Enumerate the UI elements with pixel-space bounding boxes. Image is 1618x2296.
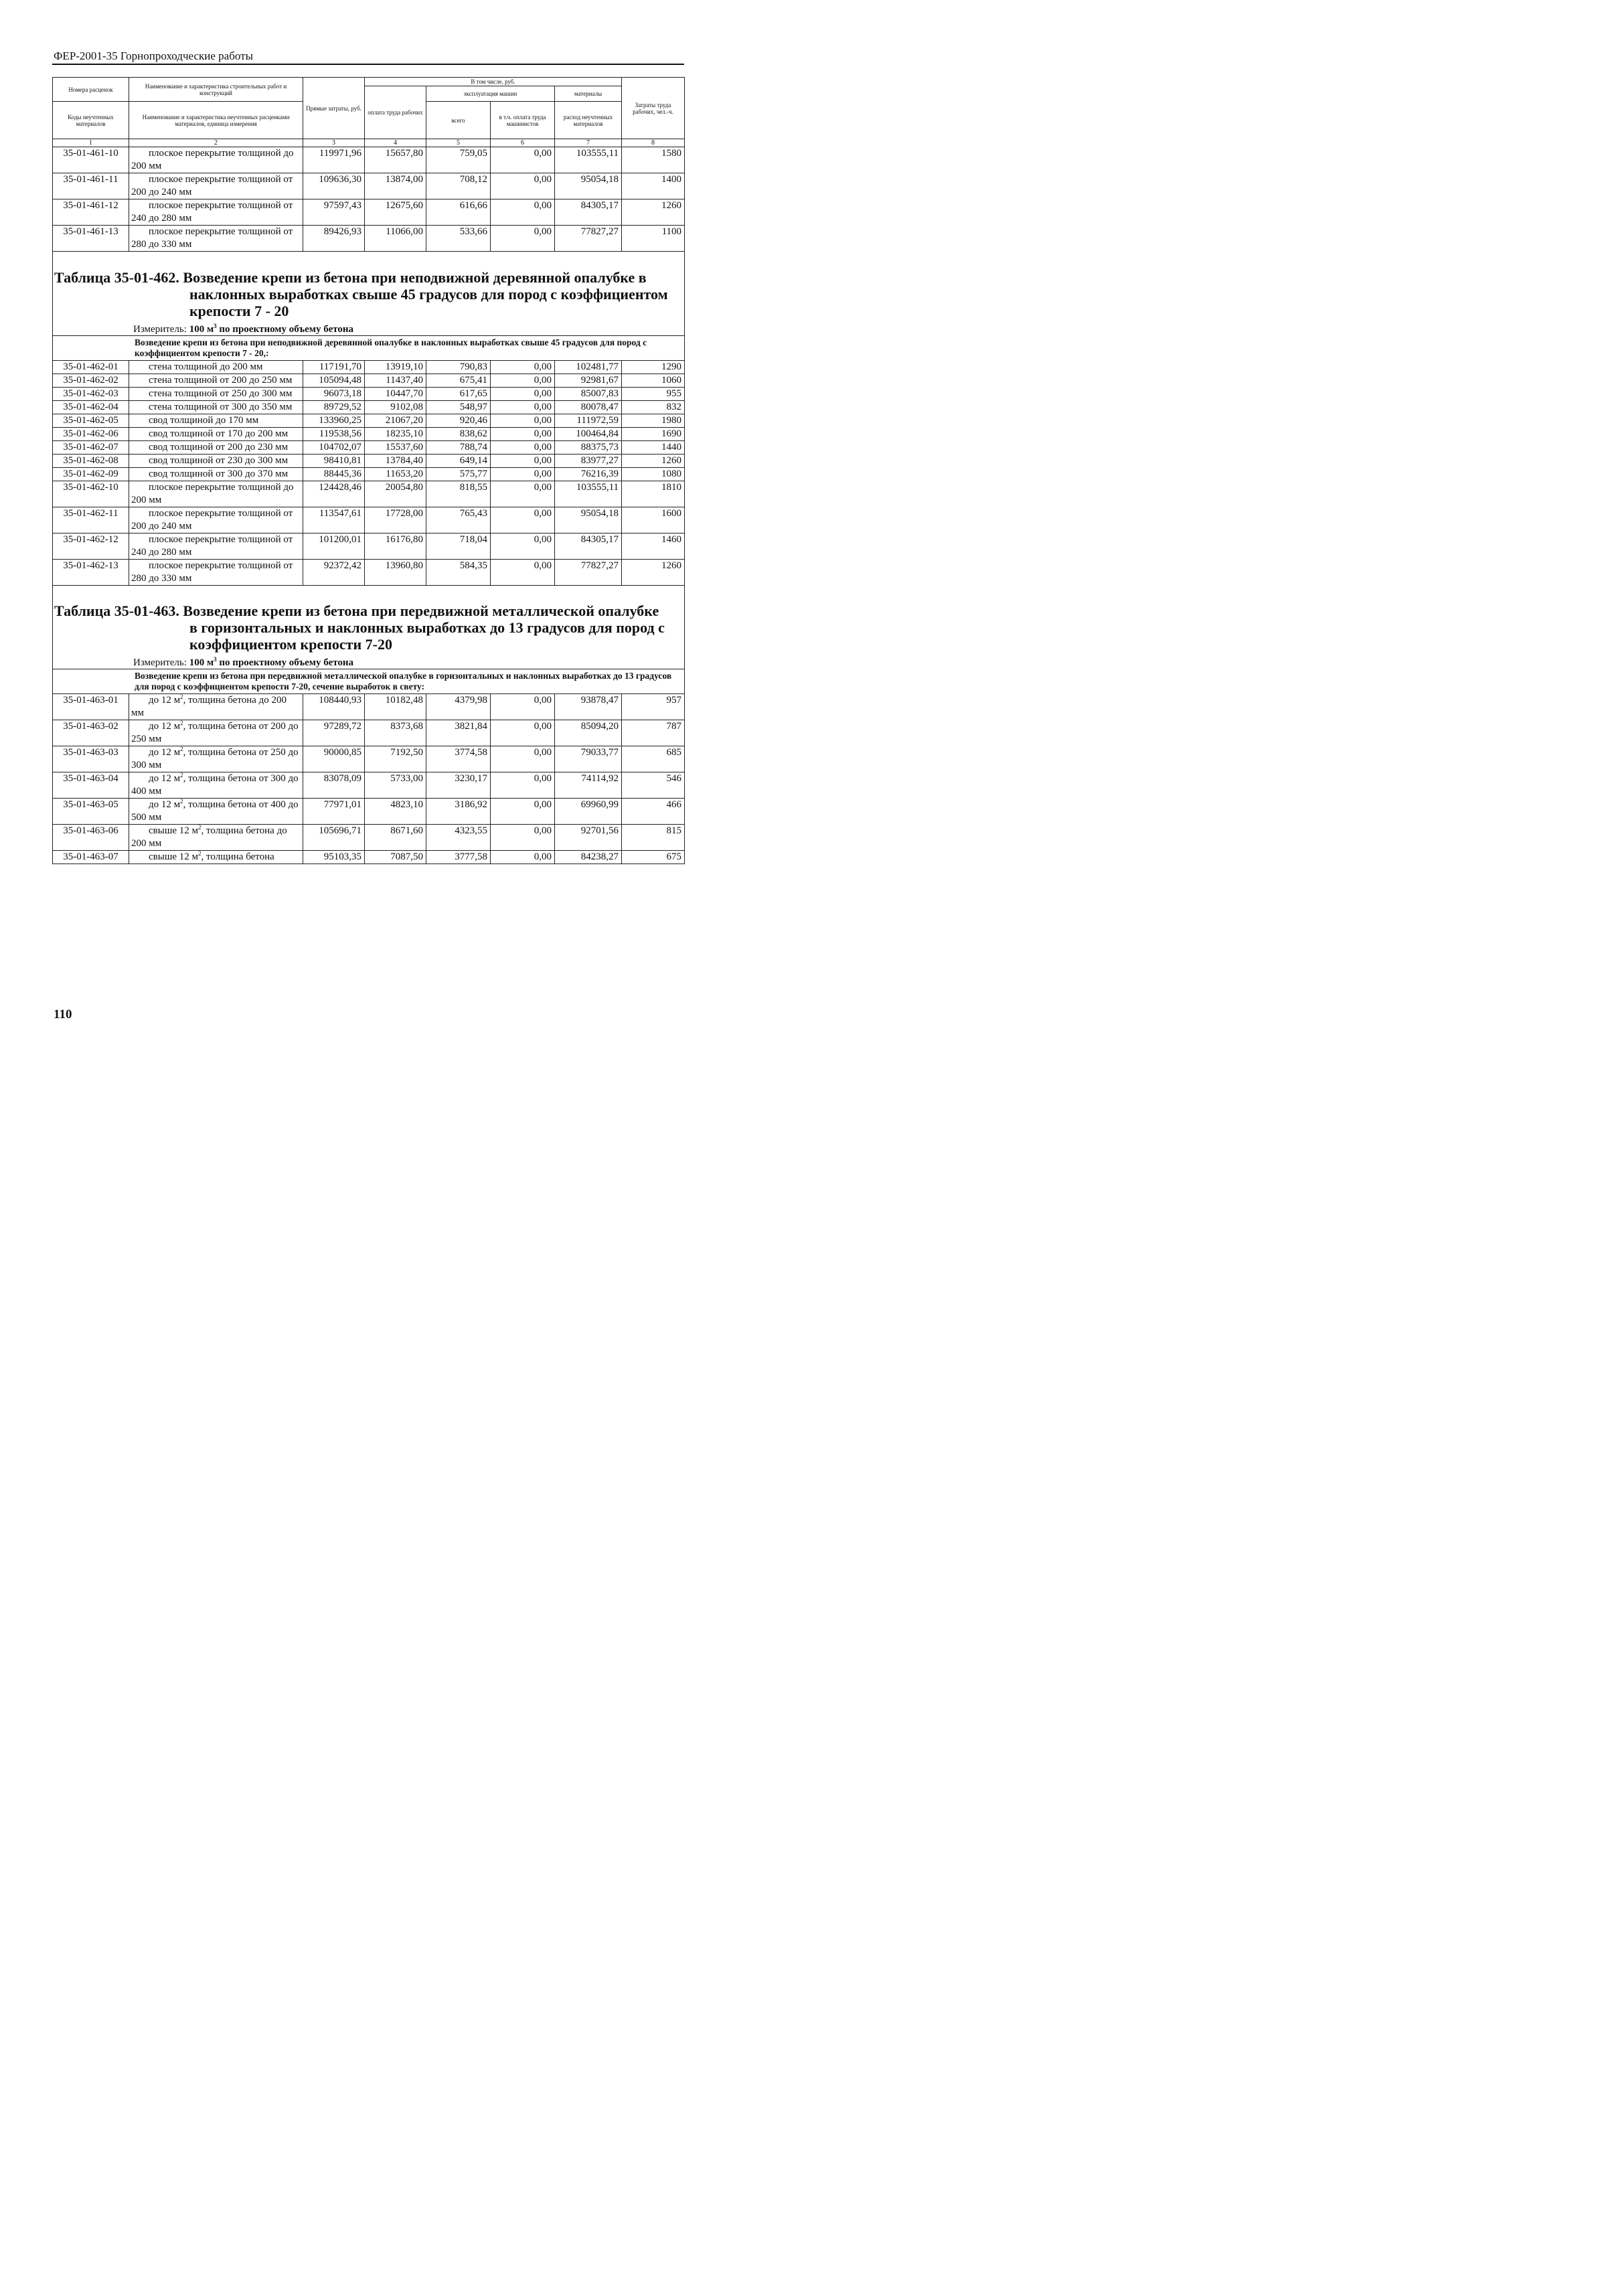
rate-code: 35-01-461-10 <box>53 147 129 173</box>
labor-pay: 20054,80 <box>365 481 426 507</box>
table-463-title: Таблица 35-01-463. Возведение крепи из бетона при передвижной металлической опалубке в горизонтальных и наклонных выработках до 13 градусов для пород с коэффициентом крепости 7-20 <box>54 602 665 653</box>
col-machinist-pay-header: в т.ч. оплата труда машинистов <box>491 102 555 139</box>
materials: 83977,27 <box>555 454 622 467</box>
direct-costs: 97597,43 <box>303 199 365 226</box>
machines-total: 765,43 <box>426 507 491 533</box>
materials: 85094,20 <box>555 720 622 746</box>
table-row <box>53 481 685 507</box>
labor-pay: 13919,10 <box>365 360 426 374</box>
machines-total: 790,83 <box>426 360 491 374</box>
work-name: плоское перекрытие толщиной от 200 до 240 мм <box>129 507 303 533</box>
labor-hours: 1260 <box>622 199 685 226</box>
machines-total: 584,35 <box>426 559 491 585</box>
rate-code: 35-01-463-01 <box>53 694 129 720</box>
table-row <box>53 199 685 226</box>
labor-hours: 1100 <box>622 226 685 252</box>
work-name: свыше 12 $м^2$, толщина бетона до 200 мм <box>129 825 303 851</box>
materials: 102481,77 <box>555 360 622 374</box>
table-row <box>53 226 685 252</box>
labor-hours: 1460 <box>622 533 685 559</box>
labor-pay: 7192,50 <box>365 746 426 772</box>
table-462-measure: Измеритель: 100 $м^3$ по проектному объему бетона <box>133 322 354 335</box>
machines-total: 617,65 <box>426 387 491 400</box>
work-name: плоское перекрытие толщиной от 200 до 240 мм <box>129 173 303 199</box>
work-name: плоское перекрытие толщиной от 240 до 280 мм <box>129 199 303 226</box>
rate-code: 35-01-463-02 <box>53 720 129 746</box>
materials: 76216,39 <box>555 467 622 481</box>
materials: 79033,77 <box>555 746 622 772</box>
machines-total: 759,05 <box>426 147 491 173</box>
materials: 85007,83 <box>555 387 622 400</box>
machines-total: 548,97 <box>426 400 491 414</box>
labor-pay: 11437,40 <box>365 374 426 387</box>
work-name: до 12 $м^2$, толщина бетона от 300 до 400 мм <box>129 772 303 799</box>
labor-hours: 787 <box>622 720 685 746</box>
machinist-pay: 0,00 <box>491 533 555 559</box>
labor-pay: 7087,50 <box>365 851 426 864</box>
machinist-pay: 0,00 <box>491 825 555 851</box>
machinist-pay: 0,00 <box>491 799 555 825</box>
table-463-measure: Измеритель: 100 $м^3$ по проектному объему бетона <box>133 656 354 668</box>
direct-costs: 105094,48 <box>303 374 365 387</box>
direct-costs: 117191,70 <box>303 360 365 374</box>
machinist-pay: 0,00 <box>491 400 555 414</box>
machinist-pay: 0,00 <box>491 694 555 720</box>
col-number: 3 <box>303 139 365 147</box>
labor-pay: 10447,70 <box>365 387 426 400</box>
materials: 74114,92 <box>555 772 622 799</box>
rate-code: 35-01-462-13 <box>53 559 129 585</box>
labor-hours: 1980 <box>622 414 685 427</box>
rate-code: 35-01-462-11 <box>53 507 129 533</box>
machinist-pay: 0,00 <box>491 147 555 173</box>
labor-hours: 1260 <box>622 454 685 467</box>
labor-pay: 11653,20 <box>365 467 426 481</box>
materials: 77827,27 <box>555 559 622 585</box>
work-name: стена толщиной от 300 до 350 мм <box>129 400 303 414</box>
machinist-pay: 0,00 <box>491 467 555 481</box>
machinist-pay: 0,00 <box>491 559 555 585</box>
materials: 100464,84 <box>555 427 622 440</box>
rate-code: 35-01-463-05 <box>53 799 129 825</box>
rate-code: 35-01-462-02 <box>53 374 129 387</box>
work-name: плоское перекрытие толщиной до 200 мм <box>129 147 303 173</box>
labor-pay: 13960,80 <box>365 559 426 585</box>
machines-total: 649,14 <box>426 454 491 467</box>
machines-total: 3186,92 <box>426 799 491 825</box>
table-row <box>53 454 685 467</box>
work-name: до 12 $м^2$, толщина бетона от 400 до 500 мм <box>129 799 303 825</box>
work-name: стена толщиной от 200 до 250 мм <box>129 374 303 387</box>
table-row <box>53 173 685 199</box>
work-name: плоское перекрытие толщиной от 240 до 280 мм <box>129 533 303 559</box>
labor-hours: 466 <box>622 799 685 825</box>
rate-code: 35-01-462-12 <box>53 533 129 559</box>
table-row <box>53 720 685 746</box>
labor-hours: 1260 <box>622 559 685 585</box>
col-material-name-header: Наименование и характеристика неучтенных расценками материалов, единица измерения <box>129 102 303 139</box>
labor-hours: 685 <box>622 746 685 772</box>
col-number: 4 <box>365 139 426 147</box>
table-row <box>53 694 685 720</box>
labor-pay: 10182,48 <box>365 694 426 720</box>
machinist-pay: 0,00 <box>491 720 555 746</box>
direct-costs: 124428,46 <box>303 481 365 507</box>
labor-pay: 11066,00 <box>365 226 426 252</box>
rate-code: 35-01-462-05 <box>53 414 129 427</box>
labor-pay: 8671,60 <box>365 825 426 851</box>
machines-total: 616,66 <box>426 199 491 226</box>
machinist-pay: 0,00 <box>491 427 555 440</box>
rates-table-wrapper <box>52 77 684 864</box>
col-number: 7 <box>555 139 622 147</box>
machines-total: 920,46 <box>426 414 491 427</box>
materials: 93878,47 <box>555 694 622 720</box>
materials: 77827,27 <box>555 226 622 252</box>
work-name: свод толщиной от 300 до 370 мм <box>129 467 303 481</box>
labor-hours: 546 <box>622 772 685 799</box>
table-462-rows <box>53 360 685 585</box>
machinist-pay: 0,00 <box>491 772 555 799</box>
work-name: плоское перекрытие толщиной от 280 до 330 мм <box>129 226 303 252</box>
machines-total: 838,62 <box>426 427 491 440</box>
labor-pay: 5733,00 <box>365 772 426 799</box>
labor-pay: 4823,10 <box>365 799 426 825</box>
labor-hours: 832 <box>622 400 685 414</box>
col-number: 2 <box>129 139 303 147</box>
rate-code: 35-01-461-11 <box>53 173 129 199</box>
materials: 111972,59 <box>555 414 622 427</box>
machines-total: 788,74 <box>426 440 491 454</box>
table-461-rows <box>53 147 685 252</box>
labor-pay: 15657,80 <box>365 147 426 173</box>
table-row <box>53 427 685 440</box>
page-number: 110 <box>54 1007 72 1021</box>
work-name: свыше 12 $м^2$, толщина бетона <box>129 851 303 864</box>
materials: 80078,47 <box>555 400 622 414</box>
col-material-codes-header: Коды неучтенных материалов <box>53 102 129 139</box>
materials: 95054,18 <box>555 173 622 199</box>
rate-code: 35-01-463-03 <box>53 746 129 772</box>
direct-costs: 98410,81 <box>303 454 365 467</box>
labor-pay: 16176,80 <box>365 533 426 559</box>
rate-code: 35-01-462-07 <box>53 440 129 454</box>
rate-code: 35-01-462-01 <box>53 360 129 374</box>
rate-code: 35-01-463-04 <box>53 772 129 799</box>
table-row <box>53 440 685 454</box>
machines-total: 818,55 <box>426 481 491 507</box>
direct-costs: 119538,56 <box>303 427 365 440</box>
direct-costs: 88445,36 <box>303 467 365 481</box>
rates-table <box>52 77 685 864</box>
labor-pay: 17728,00 <box>365 507 426 533</box>
rate-code: 35-01-461-13 <box>53 226 129 252</box>
work-name: плоское перекрытие толщиной до 200 мм <box>129 481 303 507</box>
machinist-pay: 0,00 <box>491 387 555 400</box>
group-including-header: В том числе, руб. <box>365 78 622 86</box>
col-direct-costs-header: Прямые затраты, руб. <box>303 78 365 139</box>
labor-hours: 1690 <box>622 427 685 440</box>
col-number: 8 <box>622 139 685 147</box>
table-463-section-title: Возведение крепи из бетона при передвижной металлической опалубке в горизонтальных и наклонных выработках до 13 градусов для пород с коэффициентом крепости 7-20, сечение выработок в свету: <box>53 669 685 694</box>
direct-costs: 104702,07 <box>303 440 365 454</box>
labor-hours: 957 <box>622 694 685 720</box>
direct-costs: 109636,30 <box>303 173 365 199</box>
direct-costs: 108440,93 <box>303 694 365 720</box>
machines-total: 718,04 <box>426 533 491 559</box>
table-462-title: Таблица 35-01-462. Возведение крепи из бетона при неподвижной деревянной опалубке в наклонных выработках свыше 45 градусов для пород с коэффициентом крепости 7 - 20 <box>54 268 668 319</box>
labor-hours: 1080 <box>622 467 685 481</box>
machines-total: 533,66 <box>426 226 491 252</box>
labor-hours: 1290 <box>622 360 685 374</box>
rate-code: 35-01-461-12 <box>53 199 129 226</box>
col-material-usage-header: расход неучтенных материалов <box>555 102 622 139</box>
labor-pay: 9102,08 <box>365 400 426 414</box>
work-name: плоское перекрытие толщиной от 280 до 330 мм <box>129 559 303 585</box>
labor-hours: 1060 <box>622 374 685 387</box>
labor-pay: 12675,60 <box>365 199 426 226</box>
materials-group-header: материалы <box>555 86 622 102</box>
rate-code: 35-01-462-03 <box>53 387 129 400</box>
direct-costs: 105696,71 <box>303 825 365 851</box>
rate-code: 35-01-462-10 <box>53 481 129 507</box>
col-number: 5 <box>426 139 491 147</box>
table-row <box>53 851 685 864</box>
col-number: 6 <box>491 139 555 147</box>
table-row <box>53 147 685 173</box>
table-462-section-title: Возведение крепи из бетона при неподвижной деревянной опалубке в наклонных выработках свыше 45 градусов для пород с коэффициентом крепости 7 - 20,: <box>53 335 685 360</box>
table-row <box>53 559 685 585</box>
work-name: свод толщиной от 200 до 230 мм <box>129 440 303 454</box>
rate-code: 35-01-462-09 <box>53 467 129 481</box>
col-labor-pay-header: оплата труда рабочих <box>365 86 426 139</box>
machines-total: 575,77 <box>426 467 491 481</box>
header-rule <box>52 64 684 65</box>
materials: 84305,17 <box>555 199 622 226</box>
materials: 69960,99 <box>555 799 622 825</box>
table-row <box>53 360 685 374</box>
direct-costs: 90000,85 <box>303 746 365 772</box>
machinist-pay: 0,00 <box>491 481 555 507</box>
direct-costs: 133960,25 <box>303 414 365 427</box>
machines-total: 3821,84 <box>426 720 491 746</box>
machines-group-header: эксплуатация машин <box>426 86 555 102</box>
work-name: до 12 $м^2$, толщина бетона до 200 мм <box>129 694 303 720</box>
table-row <box>53 799 685 825</box>
table-row <box>53 825 685 851</box>
labor-pay: 13874,00 <box>365 173 426 199</box>
machinist-pay: 0,00 <box>491 226 555 252</box>
labor-hours: 1580 <box>622 147 685 173</box>
work-name: стена толщиной от 250 до 300 мм <box>129 387 303 400</box>
machines-total: 3777,58 <box>426 851 491 864</box>
labor-hours: 1400 <box>622 173 685 199</box>
machinist-pay: 0,00 <box>491 746 555 772</box>
rate-code: 35-01-462-06 <box>53 427 129 440</box>
col-rate-numbers-header: Номера расценок <box>53 78 129 102</box>
labor-pay: 13784,40 <box>365 454 426 467</box>
direct-costs: 119971,96 <box>303 147 365 173</box>
running-header: ФЕР-2001-35 Горнопроходческие работы <box>54 50 253 62</box>
materials: 84238,27 <box>555 851 622 864</box>
machines-total: 4379,98 <box>426 694 491 720</box>
table-row <box>53 507 685 533</box>
direct-costs: 96073,18 <box>303 387 365 400</box>
materials: 88375,73 <box>555 440 622 454</box>
table-row <box>53 772 685 799</box>
rate-code: 35-01-462-04 <box>53 400 129 414</box>
materials: 84305,17 <box>555 533 622 559</box>
work-name: до 12 $м^2$, толщина бетона от 250 до 300 мм <box>129 746 303 772</box>
col-work-name-header: Наименование и характеристика строительных работ и конструкций <box>129 78 303 102</box>
col-labor-hours-header: Затраты труда рабочих, чел.-ч. <box>622 78 685 139</box>
work-name: до 12 $м^2$, толщина бетона от 200 до 250 мм <box>129 720 303 746</box>
direct-costs: 92372,42 <box>303 559 365 585</box>
table-row <box>53 400 685 414</box>
rate-code: 35-01-463-07 <box>53 851 129 864</box>
machinist-pay: 0,00 <box>491 851 555 864</box>
col-number: 1 <box>53 139 129 147</box>
materials: 103555,11 <box>555 481 622 507</box>
work-name: стена толщиной до 200 мм <box>129 360 303 374</box>
col-machines-total-header: всего <box>426 102 491 139</box>
table-row <box>53 467 685 481</box>
materials: 92701,56 <box>555 825 622 851</box>
labor-hours: 815 <box>622 825 685 851</box>
machinist-pay: 0,00 <box>491 173 555 199</box>
machinist-pay: 0,00 <box>491 360 555 374</box>
table-row <box>53 414 685 427</box>
rate-code: 35-01-462-08 <box>53 454 129 467</box>
direct-costs: 89426,93 <box>303 226 365 252</box>
table-header <box>53 78 685 147</box>
labor-hours: 1810 <box>622 481 685 507</box>
table-row <box>53 374 685 387</box>
machines-total: 4323,55 <box>426 825 491 851</box>
work-name: свод толщиной от 170 до 200 мм <box>129 427 303 440</box>
machines-total: 3774,58 <box>426 746 491 772</box>
work-name: свод толщиной до 170 мм <box>129 414 303 427</box>
machinist-pay: 0,00 <box>491 414 555 427</box>
direct-costs: 89729,52 <box>303 400 365 414</box>
direct-costs: 113547,61 <box>303 507 365 533</box>
direct-costs: 83078,09 <box>303 772 365 799</box>
labor-hours: 675 <box>622 851 685 864</box>
direct-costs: 95103,35 <box>303 851 365 864</box>
machinist-pay: 0,00 <box>491 440 555 454</box>
labor-pay: 8373,68 <box>365 720 426 746</box>
table-row <box>53 387 685 400</box>
machines-total: 708,12 <box>426 173 491 199</box>
materials: 95054,18 <box>555 507 622 533</box>
rate-code: 35-01-463-06 <box>53 825 129 851</box>
direct-costs: 101200,01 <box>303 533 365 559</box>
direct-costs: 77971,01 <box>303 799 365 825</box>
labor-pay: 15537,60 <box>365 440 426 454</box>
machinist-pay: 0,00 <box>491 374 555 387</box>
machinist-pay: 0,00 <box>491 507 555 533</box>
labor-hours: 1600 <box>622 507 685 533</box>
machines-total: 3230,17 <box>426 772 491 799</box>
direct-costs: 97289,72 <box>303 720 365 746</box>
machinist-pay: 0,00 <box>491 454 555 467</box>
labor-hours: 1440 <box>622 440 685 454</box>
materials: 92981,67 <box>555 374 622 387</box>
table-row <box>53 746 685 772</box>
machinist-pay: 0,00 <box>491 199 555 226</box>
machines-total: 675,41 <box>426 374 491 387</box>
labor-hours: 955 <box>622 387 685 400</box>
labor-pay: 18235,10 <box>365 427 426 440</box>
materials: 103555,11 <box>555 147 622 173</box>
table-row <box>53 533 685 559</box>
table-463-rows <box>53 694 685 864</box>
labor-pay: 21067,20 <box>365 414 426 427</box>
work-name: свод толщиной от 230 до 300 мм <box>129 454 303 467</box>
